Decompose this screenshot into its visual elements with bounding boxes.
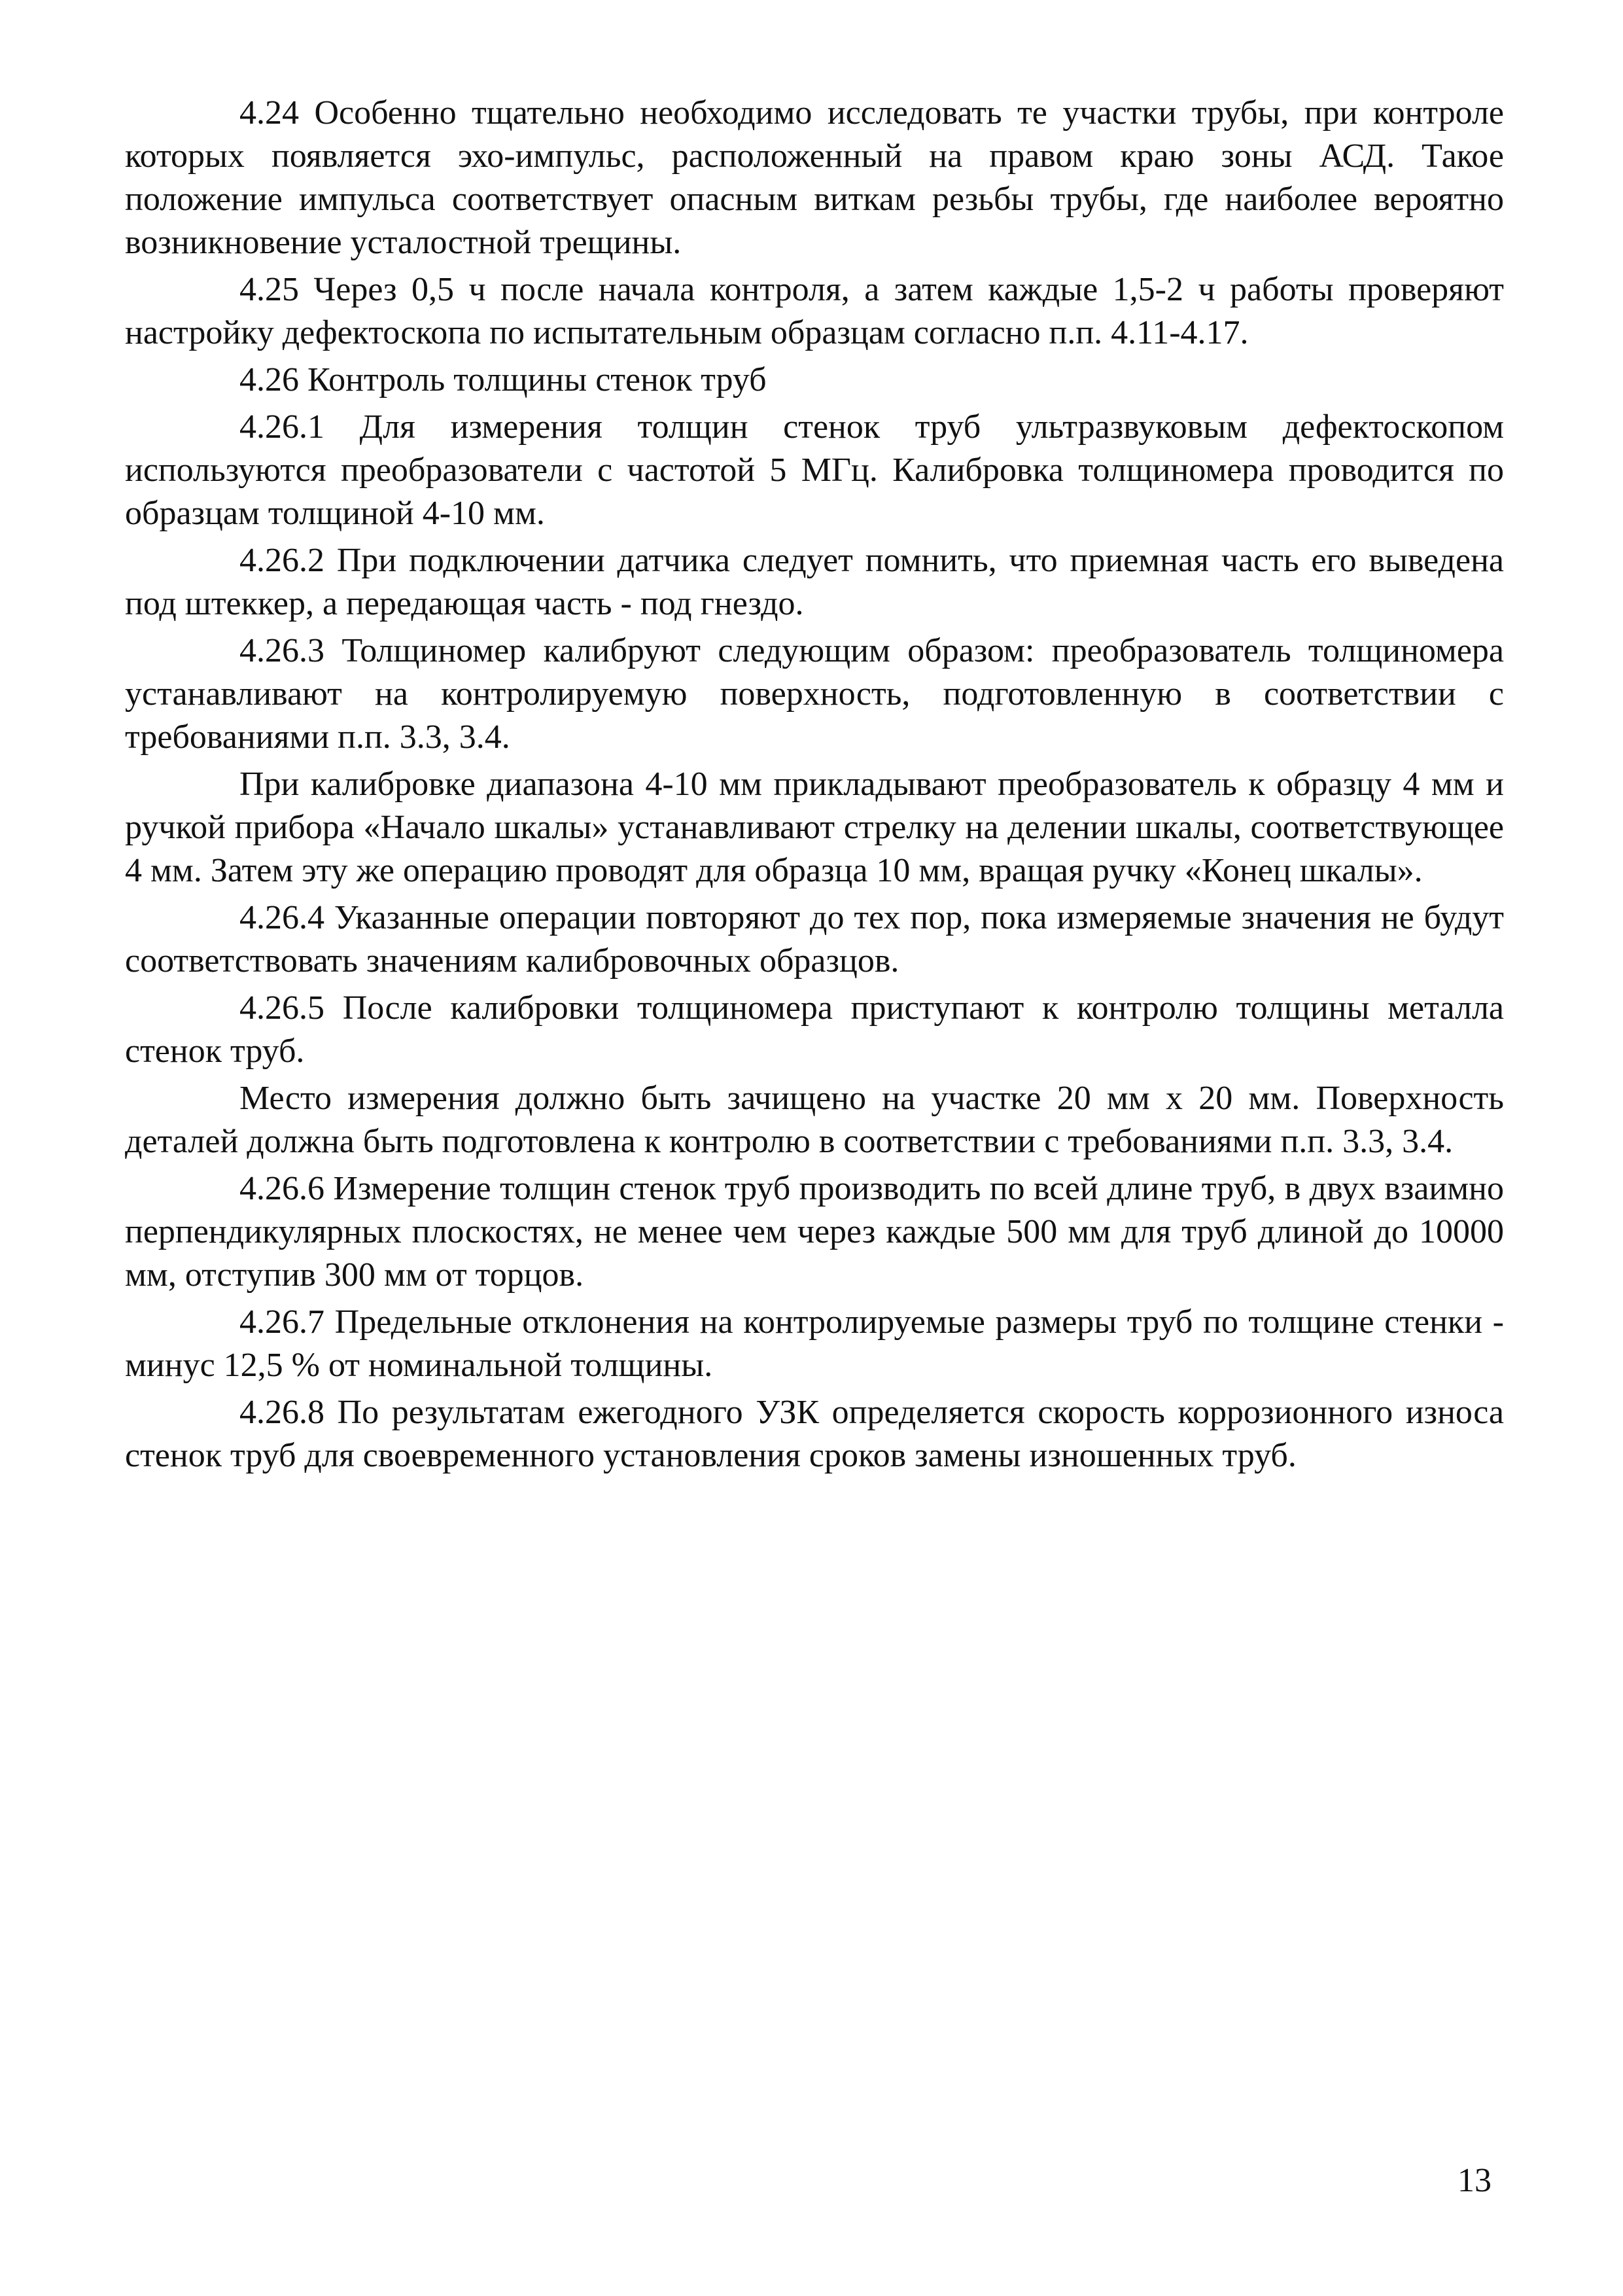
paragraph-measurement-site: Место измерения должно быть зачищено на участке 20 мм х 20 мм. Поверхность деталей должна быть подготовлена к контролю в соответствии с требованиями п.п. 3.3, 3.4.	[125, 1080, 1504, 1160]
document-body	[125, 92, 1504, 1477]
paragraph-4-26-3: 4.26.3 Толщиномер калибруют следующим образом: преобразователь толщиномера устанавливают на контролируемую поверхность, подготовленную в соответствии с требованиями п.п. 3.3, 3.4.	[125, 632, 1504, 756]
paragraph-4-26-4: 4.26.4 Указанные операции повторяют до тех пор, пока измеряемые значения не будут соответствовать значениям калибровочных образцов.	[125, 899, 1504, 980]
paragraph-4-26-7: 4.26.7 Предельные отклонения на контролируемые размеры труб по толщине стенки - минус 12,5 % от номинальной толщины.	[125, 1303, 1504, 1384]
paragraph-4-26-2: 4.26.2 При подключении датчика следует помнить, что приемная часть его выведена под штеккер, а передающая часть - под гнездо.	[125, 542, 1504, 622]
paragraph-4-26-8: 4.26.8 По результатам ежегодного УЗК определяется скорость коррозионного износа стенок труб для своевременного установления сроков замены изношенных труб.	[125, 1394, 1504, 1474]
paragraph-calibration-range: При калибровке диапазона 4-10 мм прикладывают преобразователь к образцу 4 мм и ручкой прибора «Начало шкалы» устанавливают стрелку на делении шкалы, соответствующее 4 мм. Затем эту же операцию проводят для образца 10 мм, вращая ручку «Конец шкалы».	[125, 766, 1504, 889]
paragraph-4-26-1: 4.26.1 Для измерения толщин стенок труб ультразвуковым дефектоскопом используются преобразователи с частотой 5 МГц. Калибровка толщиномера проводится по образцам толщиной 4-10 мм.	[125, 408, 1504, 532]
paragraph-4-26-6: 4.26.6 Измерение толщин стенок труб производить по всей длине труб, в двух взаимно перпендикулярных плоскостях, не менее чем через каждые 500 мм для труб длиной до 10000 мм, отступив 300 мм от торцов.	[125, 1170, 1504, 1294]
paragraph-4-25: 4.25 Через 0,5 ч после начала контроля, а затем каждые 1,5-2 ч работы проверяют настройку дефектоскопа по испытательным образцам согласно п.п. 4.11-4.17.	[125, 271, 1504, 351]
paragraph-4-24: 4.24 Особенно тщательно необходимо исследовать те участки трубы, при контроле которых появляется эхо-импульс, расположенный на правом краю зоны АСД. Такое положение импульса соответствует опасным виткам резьбы трубы, где наиболее вероятно возникновение усталостной трещины.	[125, 94, 1504, 261]
paragraph-4-26-5: 4.26.5 После калибровки толщиномера приступают к контролю толщины металла стенок труб.	[125, 989, 1504, 1070]
page-number: 13	[1457, 2162, 1492, 2199]
section-heading-4-26: 4.26 Контроль толщины стенок труб	[239, 361, 767, 398]
